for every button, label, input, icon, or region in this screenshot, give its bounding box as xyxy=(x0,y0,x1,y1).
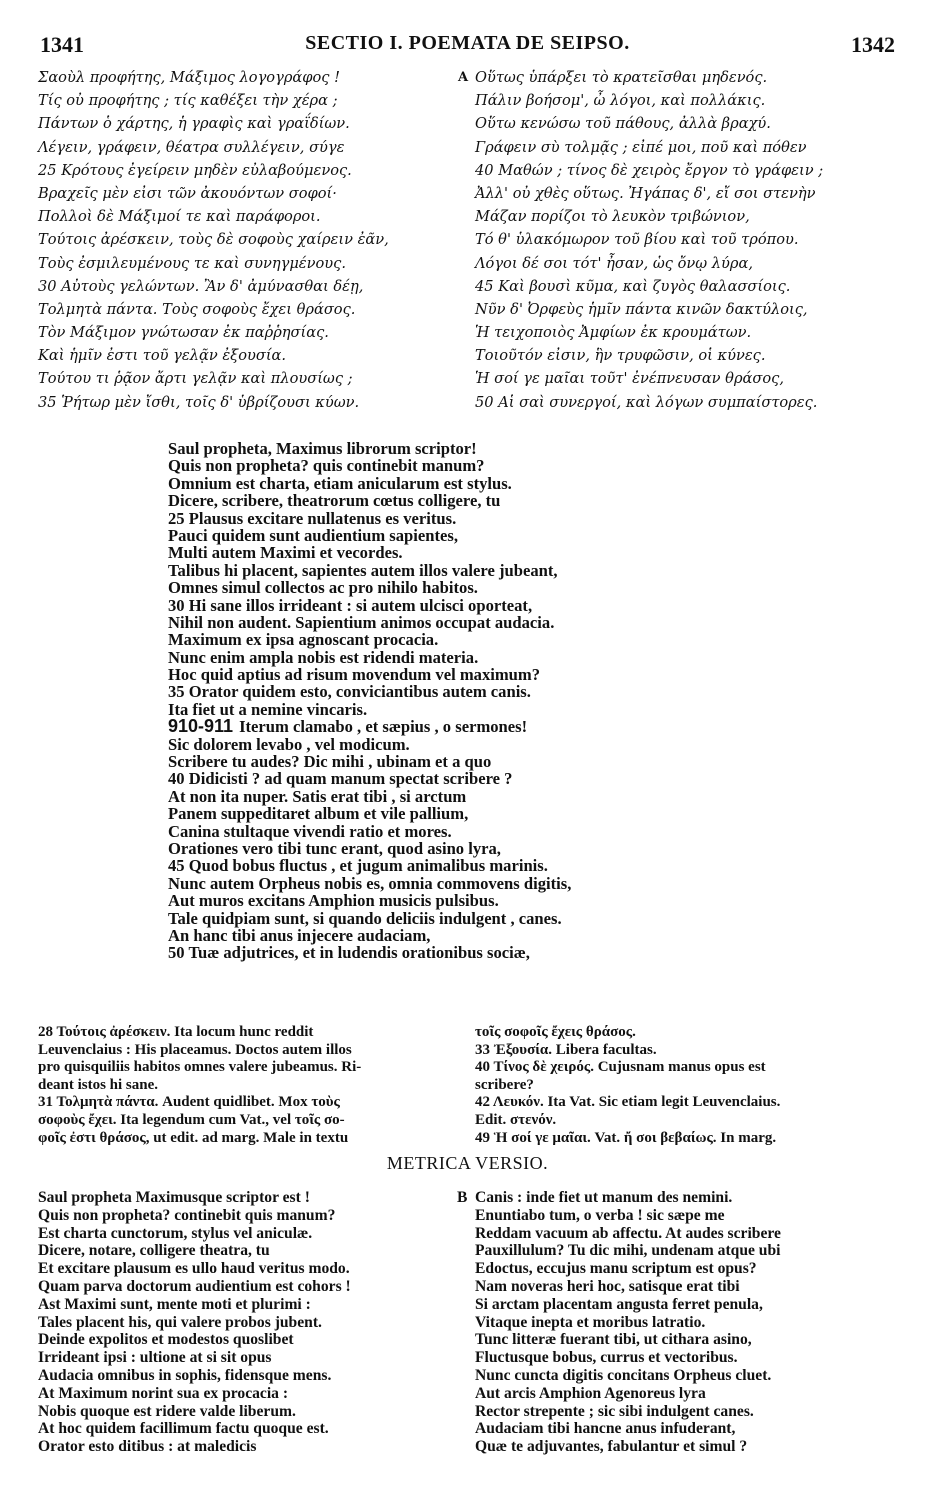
footnote-line xyxy=(475,1094,900,1112)
greek-line xyxy=(475,391,905,414)
footnote-line xyxy=(475,1024,900,1042)
latin-line-text: Orationes vero tibi tunc erant, quod asino lyra, xyxy=(168,838,501,858)
verse-line xyxy=(475,1207,905,1225)
greek-line xyxy=(38,112,453,135)
footnote-line xyxy=(475,1042,900,1060)
verse-line-text: Canis : inde fiet ut manum des nemini. xyxy=(475,1189,733,1206)
greek-line-text: Ἀλλ' οὐ χθὲς οὕτως. Ἠγάπας δ', εἴ σοι στενὴν xyxy=(475,184,816,202)
greek-line-text: Ἡ σοί γε μαῖαι τοῦτ' ἐνέπνευσαν θράσος, xyxy=(475,370,784,388)
greek-line xyxy=(475,159,905,182)
latin-line xyxy=(168,649,908,666)
greek-text-right-column xyxy=(458,66,905,414)
verse-line-text: Tunc litteræ fuerant tibi, ut cithara asino, xyxy=(475,1331,752,1349)
verse-line xyxy=(38,1438,458,1456)
verse-line-text: At Maximum norint sua ex procacia : xyxy=(38,1384,289,1402)
verse-line-text: Nobis quoque est ridere valde liberum. xyxy=(38,1402,296,1420)
latin-line-text: Sic dolorem levabo , vel modicum. xyxy=(168,734,410,754)
verse-line xyxy=(475,1314,905,1332)
greek-line xyxy=(475,205,905,228)
greek-line-text: Τοὺς ἐσμιλευμένους τε καὶ συνηγμένους. xyxy=(38,254,346,272)
verse-line-text: Pauxillulum? Tu dic mihi, undenam atque ubi xyxy=(475,1242,781,1260)
latin-line-text: Ita fiet ut a nemine vincaris. xyxy=(168,699,368,719)
latin-line-text: Iterum clamabo , et sæpius , o sermones! xyxy=(239,717,528,737)
greek-line xyxy=(38,321,453,344)
verse-line xyxy=(38,1189,458,1207)
footnote-line xyxy=(38,1112,463,1130)
greek-line xyxy=(475,275,905,298)
greek-line-text: Τούτου τι ῥᾷον ἄρτι γελᾷν καὶ πλουσίως ; xyxy=(38,370,353,388)
verse-line xyxy=(38,1296,458,1314)
footnote-line-text: τοῖς σοφοῖς ἔχεις θράσος. xyxy=(475,1024,636,1040)
column-marker: A xyxy=(458,70,469,85)
running-title: SECTIO I. POEMATA DE SEIPSO. xyxy=(305,32,630,54)
column-reference: 910-911 xyxy=(168,716,234,737)
footnote-line-text: 40 Τίνος δὲ χειρός. Cujusnam manus opus est xyxy=(475,1059,766,1076)
latin-line-text: Canina stultaque vivendi ratio et mores. xyxy=(168,821,452,841)
greek-line xyxy=(475,321,905,344)
greek-line xyxy=(458,66,905,89)
latin-line xyxy=(168,840,908,857)
footnote-line-text: scribere? xyxy=(475,1076,534,1093)
verse-line xyxy=(475,1403,905,1421)
latin-line xyxy=(168,527,908,544)
greek-line-text: Πολλοὶ δὲ Μάξιμοί τε καὶ παράφοροι. xyxy=(38,208,321,226)
verse-line-text: Rector strepente ; sic sibi indulgent canes. xyxy=(475,1402,754,1420)
latin-line xyxy=(168,457,908,474)
verse-line xyxy=(38,1260,458,1278)
verse-line-text: Quis non propheta? continebit quis manum? xyxy=(38,1206,336,1224)
section-title: METRICA VERSIO. xyxy=(386,1153,549,1173)
latin-line-text: 30 Hi sane illos irrideant : si autem ulcisci oporteat, xyxy=(168,595,533,615)
greek-line-text: Πάντων ὁ χάρτης, ἡ γραφὶς καὶ γραΐδίων. xyxy=(38,115,350,133)
latin-line-text: Tale quidpiam sunt, si quando deliciis indulgent , canes. xyxy=(168,908,562,928)
verse-line xyxy=(475,1438,905,1456)
greek-line-text: Τίς οὐ προφήτης ; τίς καθέξει τὴν χέρα ; xyxy=(38,92,338,110)
latin-line xyxy=(168,683,908,700)
verse-line xyxy=(38,1278,458,1296)
greek-line-text: 30 Αὐτοὺς γελώντων. Ἂν δ' ἀμύνασθαι δέῃ, xyxy=(38,277,364,295)
latin-line-text: An hanc tibi anus injecere audaciam, xyxy=(168,925,431,945)
metrical-version-right xyxy=(457,1189,905,1456)
footnote-line xyxy=(475,1130,900,1148)
greek-line-text: Λέγειν, γράφειν, θέατρα συλλέγειν, σύγε xyxy=(38,138,345,156)
greek-line-text: 35 Ῥήτωρ μὲν ἴσθι, τοῖς δ' ὑβρίζουσι κύων. xyxy=(38,393,360,411)
verse-line xyxy=(38,1349,458,1367)
greek-line xyxy=(475,136,905,159)
verse-line-text: Irrideant ipsi : ultione at si sit opus xyxy=(38,1349,272,1367)
verse-line-text: Vitaque inepta et moribus latratio. xyxy=(475,1313,706,1331)
verse-line-text: Si arctam placentam angusta ferret penula, xyxy=(475,1295,763,1313)
footnote-line-text: pro quisquiliis habitos omnes valere jubeamus. Ri- xyxy=(38,1059,362,1076)
latin-line xyxy=(168,562,908,579)
latin-line-text: Nunc enim ampla nobis est ridendi materia. xyxy=(168,647,479,667)
latin-line xyxy=(168,614,908,631)
footnote-line-text: 31 Τολμητὰ πάντα. Audent quidlibet. Mox τοὺς xyxy=(38,1094,340,1111)
footnote-line-text: deant istos hi sane. xyxy=(38,1076,159,1093)
latin-line-text: Nihil non audent. Sapientium animos occupat audacia. xyxy=(168,612,555,632)
footnote-line-text: 42 Λευκόν. Ita Vat. Sic etiam legit Leuvenclaius. xyxy=(475,1094,781,1111)
latin-line xyxy=(168,666,908,683)
greek-line-text: 45 Καὶ βουσὶ κῦμα, καὶ ζυγὸς θαλασσίοις. xyxy=(475,277,791,295)
greek-line-text: 50 Αἱ σαὶ συνεργοί, καὶ λόγων συμπαίστορες. xyxy=(475,393,818,411)
greek-line-text: Καὶ ἡμῖν ἐστι τοῦ γελᾷν ἐξουσία. xyxy=(38,347,287,365)
footnote-line xyxy=(38,1130,463,1148)
greek-line xyxy=(38,367,453,390)
footnotes-left xyxy=(38,1024,463,1147)
verse-line xyxy=(457,1189,905,1207)
greek-line xyxy=(38,89,453,112)
verse-line-text: Dicere, notare, colligere theatra, tu xyxy=(38,1242,270,1260)
footnote-line xyxy=(475,1112,900,1130)
verse-line-text: Quam parva doctorum audientium est cohors ! xyxy=(38,1277,351,1295)
latin-line-text: Hoc quid aptius ad risum movendum vel maximum? xyxy=(168,665,541,685)
verse-line xyxy=(38,1314,458,1332)
greek-line-text: Βραχεῖς μὲν εἰσι τῶν ἀκουόντων σοφοί· xyxy=(38,184,337,202)
verse-line xyxy=(475,1225,905,1243)
verse-line xyxy=(475,1420,905,1438)
greek-line xyxy=(38,275,453,298)
footnote-line xyxy=(38,1042,463,1060)
greek-line-text: Τοιοῦτόν εἰσιν, ἣν τρυφῶσιν, οἱ κύνες. xyxy=(475,347,766,365)
greek-line-text: Πάλιν βοήσομ', ὦ λόγοι, καὶ πολλάκις. xyxy=(475,92,766,110)
verse-line-text: Audacia omnibus in sophis, fidensque mens. xyxy=(38,1366,332,1384)
latin-line-text: Nunc autem Orpheus nobis es, omnia commovens digitis, xyxy=(168,873,572,893)
latin-line-text: Pauci quidem sunt audientium sapientes, xyxy=(168,525,458,545)
greek-line xyxy=(38,298,453,321)
column-marker: B xyxy=(457,1189,468,1206)
latin-lines-top xyxy=(168,440,908,718)
verse-line xyxy=(38,1225,458,1243)
latin-line-text: Panem suppeditaret album et vile pallium, xyxy=(168,804,469,824)
verse-line-text: Fluctusque bobus, currus et vectoribus. xyxy=(475,1349,738,1367)
greek-line-text: Τό θ' ὑλακόμωρον τοῦ βίου καὶ τοῦ τρόπου. xyxy=(475,231,799,249)
verse-line xyxy=(38,1242,458,1260)
verse-line-text: Reddam vacuum ab affectu. At audes scribere xyxy=(475,1224,781,1242)
greek-line xyxy=(38,228,453,251)
footnote-line-text: σοφοὺς ἔχει. Ita legendum cum Vat., vel τοῖς σο- xyxy=(38,1111,345,1128)
verse-line-text: Ast Maximi sunt, mente moti et plurimi : xyxy=(38,1295,311,1313)
verse-line xyxy=(475,1260,905,1278)
latin-line-text: Omnes simul collectos ac pro nihilo habitos. xyxy=(168,578,478,598)
footnote-line-text: φοῖς ἐστι θράσος, ut edit. ad marg. Male in textu xyxy=(38,1129,349,1146)
latin-line-text: Maximum ex ipsa agnoscant procacia. xyxy=(168,630,439,650)
greek-line-text: Γράφειν σὺ τολμᾷς ; εἰπέ μοι, ποῦ καὶ πόθεν xyxy=(475,138,807,156)
verse-line xyxy=(38,1403,458,1421)
greek-line xyxy=(475,367,905,390)
page-header xyxy=(40,32,895,62)
page-number-right: 1342 xyxy=(851,32,895,57)
verse-line-text: Orator esto ditibus : at maledicis xyxy=(38,1438,257,1456)
latin-line xyxy=(168,823,908,840)
latin-line xyxy=(168,597,908,614)
latin-line-text: Saul propheta, Maximus librorum scriptor! xyxy=(168,439,477,458)
verse-line xyxy=(38,1420,458,1438)
latin-line xyxy=(168,892,908,909)
verse-line-text: Quæ te adjuvantes, fabulantur et simul ? xyxy=(475,1438,748,1456)
greek-text-left-column xyxy=(38,66,453,414)
metrical-version-left xyxy=(38,1189,458,1456)
greek-line-text: Οὕτως ὑπάρξει τὸ κρατεῖσθαι μηδενός. xyxy=(475,69,768,86)
footnote-line xyxy=(38,1024,463,1042)
latin-line xyxy=(168,492,908,509)
greek-line-text: 40 Μαθών ; τίνος δὲ χειρὸς ἔργον τὸ γράφειν ; xyxy=(475,161,824,179)
greek-line-text: Λόγοι δέ σοι τότ' ἦσαν, ὡς ὄνῳ λύρα, xyxy=(475,254,753,272)
latin-line xyxy=(168,927,908,944)
verse-line-text: Edoctus, eccujus manu scriptum est opus? xyxy=(475,1260,757,1278)
footnote-line xyxy=(475,1077,900,1095)
greek-line-text: Νῦν δ' Ὀρφεὺς ἡμῖν πάντα κινῶν δακτύλοις, xyxy=(475,300,808,318)
verse-line-text: Et excitare plausum es ullo haud veritus modo. xyxy=(38,1260,350,1278)
greek-line xyxy=(38,159,453,182)
footnote-line xyxy=(475,1059,900,1077)
latin-line xyxy=(168,753,908,770)
verse-line-text: Tales placent his, qui valere probos jubent. xyxy=(38,1313,322,1331)
verse-line-text: Deinde expolitos et modestos quoslibet xyxy=(38,1331,294,1349)
verse-line xyxy=(38,1207,458,1225)
footnote-line-text: 49 Ἡ σοί γε μαῖαι. Vat. ἤ σοι βεβαίως. In marg. xyxy=(475,1129,777,1146)
latin-line xyxy=(168,770,908,787)
verse-line-text: Est charta cunctorum, stylus vel aniculæ. xyxy=(38,1224,313,1242)
latin-line-text: 25 Plausus excitare nullatenus es veritus. xyxy=(168,508,457,528)
greek-line xyxy=(475,252,905,275)
latin-line-text: Multi autem Maximi et vecordes. xyxy=(168,543,403,563)
footnote-line-text: Leuvenclaius : His placeamus. Doctos autem illos xyxy=(38,1041,352,1058)
latin-line-text: 45 Quod bobus fluctus , et jugum animalibus marinis. xyxy=(168,856,548,876)
greek-line xyxy=(38,391,453,414)
latin-line xyxy=(168,910,908,927)
latin-line-text: 35 Orator quidem esto, conviciantibus autem canis. xyxy=(168,682,531,702)
latin-line xyxy=(168,701,908,718)
footnote-line-text: 33 Ἐξουσία. Libera facultas. xyxy=(475,1041,657,1058)
page-number-left: 1341 xyxy=(40,32,84,57)
verse-line xyxy=(475,1385,905,1403)
footnote-line xyxy=(38,1094,463,1112)
verse-line-text: Enuntiabo tum, o verba ! sic sæpe me xyxy=(475,1206,725,1224)
greek-line-text: Ἡ τειχοποιὸς Ἀμφίων ἐκ κρουμάτων. xyxy=(475,324,752,342)
latin-line-text: Scribere tu audes? Dic mihi , ubinam et a quo xyxy=(168,752,492,772)
footnote-line xyxy=(38,1059,463,1077)
latin-line-text: Dicere, scribere, theatrorum cœtus colligere, tu xyxy=(168,491,501,511)
verse-line xyxy=(475,1367,905,1385)
greek-line xyxy=(38,66,453,89)
greek-line xyxy=(38,136,453,159)
latin-line xyxy=(168,736,908,753)
latin-line xyxy=(168,857,908,874)
latin-line-text: Talibus hi placent, sapientes autem illos valere jubeant, xyxy=(168,560,558,580)
latin-line xyxy=(168,788,908,805)
latin-lines-bottom xyxy=(168,736,908,962)
latin-line-text: At non ita nuper. Satis erat tibi , si arctum xyxy=(168,786,467,806)
latin-line xyxy=(168,510,908,527)
latin-line xyxy=(168,805,908,822)
greek-right-lines xyxy=(458,66,905,414)
greek-line xyxy=(475,228,905,251)
greek-line-text: Τολμητὰ πάντα. Τοὺς σοφοὺς ἔχει θράσος. xyxy=(38,300,356,318)
verse-line xyxy=(38,1385,458,1403)
greek-line xyxy=(475,182,905,205)
greek-line xyxy=(38,182,453,205)
verse-line-text: Nam noveras heri hoc, satisque erat tibi xyxy=(475,1277,740,1295)
footnote-line-text: 28 Τούτοις ἀρέσκειν. Ita locum hunc reddit xyxy=(38,1024,314,1040)
greek-line-text: Τὸν Μάξιμον γνώτωσαν ἐκ παῤῥησίας. xyxy=(38,324,329,342)
greek-line-text: 25 Κρότους ἐγείρειν μηδὲν εὐλαβούμενος. xyxy=(38,161,352,179)
verse-line-text: Audaciam tibi hancne anus infuderant, xyxy=(475,1420,736,1438)
verse-line xyxy=(475,1242,905,1260)
verse-line xyxy=(475,1278,905,1296)
greek-line xyxy=(38,344,453,367)
greek-line xyxy=(475,112,905,135)
latin-line xyxy=(168,875,908,892)
latin-line xyxy=(168,631,908,648)
latin-line xyxy=(168,544,908,561)
verse-line xyxy=(38,1331,458,1349)
verse-line-text: Nunc cuncta digitis concitans Orpheus cluet. xyxy=(475,1366,772,1384)
latin-line-text: 40 Didicisti ? ad quam manum spectat scribere ? xyxy=(168,769,513,789)
latin-line xyxy=(168,579,908,596)
latin-line-text: Omnium est charta, etiam anicularum est stylus. xyxy=(168,473,512,493)
greek-line-text: Μάζαν πορίζοι τὸ λευκὸν τριβώνιον, xyxy=(475,208,750,226)
latin-line xyxy=(168,475,908,492)
latin-line-text: 50 Tuæ adjutrices, et in ludendis orationibus sociæ, xyxy=(168,943,530,963)
greek-line xyxy=(475,89,905,112)
verse-line xyxy=(475,1296,905,1314)
verse-line xyxy=(475,1331,905,1349)
verse-line-text: Saul propheta Maximusque scriptor est ! xyxy=(38,1189,310,1206)
greek-line xyxy=(475,344,905,367)
greek-line xyxy=(38,205,453,228)
greek-line xyxy=(475,298,905,321)
greek-line-text: Οὕτω κενώσω τοῦ πάθους, ἀλλὰ βραχύ. xyxy=(475,115,771,133)
greek-line-text: Τούτοις ἀρέσκειν, τοὺς δὲ σοφοὺς χαίρειν ἐᾶν, xyxy=(38,231,389,249)
footnote-line-text: Edit. στενόν. xyxy=(475,1111,557,1128)
verse-line xyxy=(38,1367,458,1385)
footnote-line xyxy=(38,1077,463,1095)
latin-line xyxy=(168,440,908,457)
latin-translation xyxy=(168,440,908,962)
footnotes-right xyxy=(475,1024,900,1147)
greek-line xyxy=(38,252,453,275)
latin-line-with-ref xyxy=(168,718,908,735)
verse-line-text: Aut arcis Amphion Agenoreus lyra xyxy=(475,1384,706,1402)
latin-line xyxy=(168,944,908,961)
greek-line-text: Σαοὺλ προφήτης, Μάξιμος λογογράφος ! xyxy=(38,69,340,86)
latin-line-text: Aut muros excitans Amphion musicis pulsibus. xyxy=(168,891,499,911)
verse-line-text: At hoc quidem facillimum factu quoque est. xyxy=(38,1420,329,1438)
verse-line xyxy=(475,1349,905,1367)
latin-line-text: Quis non propheta? quis continebit manum? xyxy=(168,456,485,476)
